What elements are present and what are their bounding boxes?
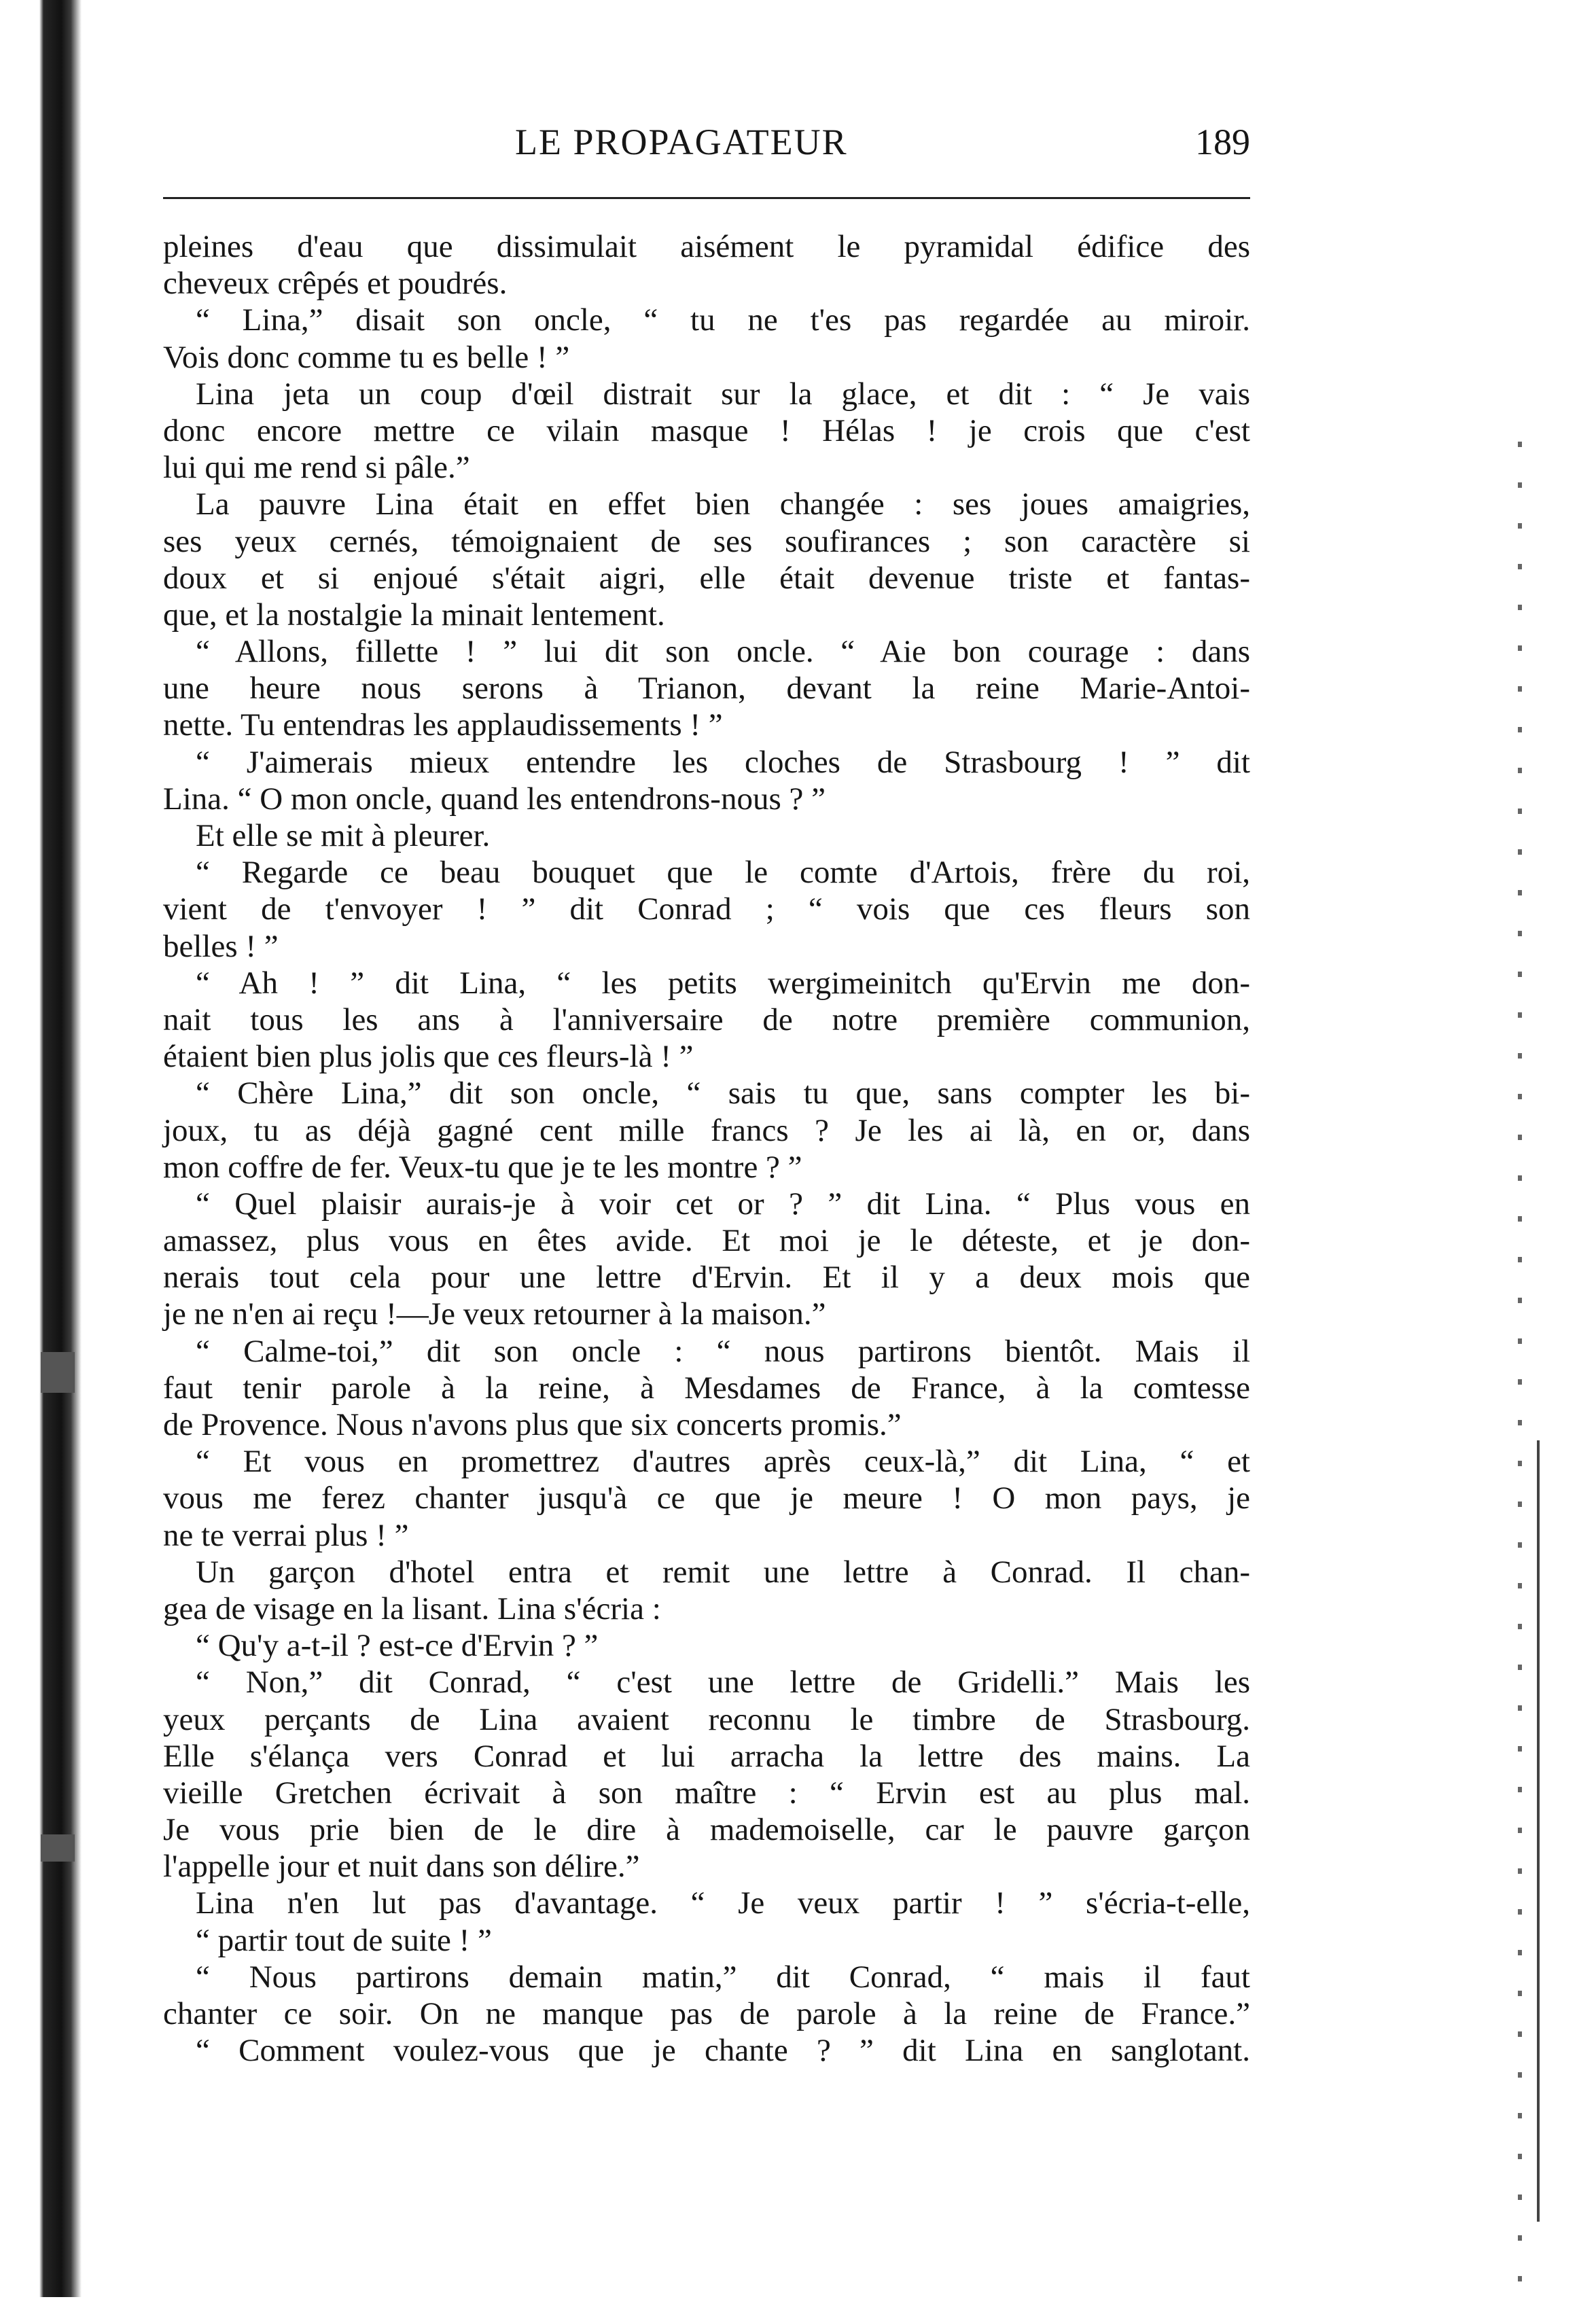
binding-mark <box>41 1834 75 1862</box>
text-line: “ Quel plaisir aurais-je à voir cet or ? ” dit Lina. “ Plus vous en <box>196 1186 1250 1222</box>
text-line: “ J'aimerais mieux entendre les cloches de Strasbourg ! ” dit <box>196 744 1250 780</box>
text-line: ne te verrai plus ! ” <box>163 1517 409 1553</box>
body-text <box>163 228 1250 2069</box>
text-line: vieille Gretchen écrivait à son maître : “ Ervin est au plus mal. <box>163 1775 1250 1811</box>
text-line: donc encore mettre ce vilain masque ! Hélas ! je crois que c'est <box>163 412 1250 448</box>
text-line: Et elle se mit à pleurer. <box>196 818 491 853</box>
text-line: ses yeux cernés, témoignaient de ses soufirances ; son caractère si <box>163 523 1250 559</box>
text-line: “ partir tout de suite ! ” <box>196 1922 492 1958</box>
text-line: “ Et vous en promettrez d'autres après ceux-là,” dit Lina, “ et <box>196 1444 1250 1480</box>
text-line: “ Chère Lina,” dit son oncle, “ sais tu que, sans compter les bi- <box>196 1076 1250 1112</box>
header-rule <box>163 197 1250 199</box>
text-line: cheveux crêpés et poudrés. <box>163 266 508 302</box>
text-line: nerais tout cela pour une lettre d'Ervin. Et il y a deux mois que <box>163 1260 1250 1296</box>
text-line: joux, tu as déjà gagné cent mille francs ? Je les ai là, en or, dans <box>163 1112 1250 1148</box>
text-line: amassez, plus vous en êtes avide. Et moi je le déteste, et je don- <box>163 1223 1250 1259</box>
text-line: Un garçon d'hotel entra et remit une lettre à Conrad. Il chan- <box>196 1554 1250 1590</box>
text-line: “ Non,” dit Conrad, “ c'est une lettre de Gridelli.” Mais les <box>196 1665 1250 1701</box>
text-line: Je vous prie bien de le dire à mademoiselle, car le pauvre garçon <box>163 1812 1250 1848</box>
text-line: faut tenir parole à la reine, à Mesdames de France, à la comtesse <box>163 1370 1250 1406</box>
text-line: nette. Tu entendras les applaudissements ! ” <box>163 707 723 743</box>
text-line: vous me ferez chanter jusqu'à ce que je meure ! O mon pays, je <box>163 1480 1250 1516</box>
page-edge-mark <box>1537 1440 1540 2222</box>
text-line: belles ! ” <box>163 928 279 964</box>
text-line: étaient bien plus jolis que ces fleurs-là ! ” <box>163 1039 694 1075</box>
text-line: yeux perçants de Lina avaient reconnu le timbre de Strasbourg. <box>163 1701 1250 1737</box>
binding-mark <box>41 1352 75 1393</box>
text-line: pleines d'eau que dissimulait aisément le pyramidal édifice des <box>163 229 1250 264</box>
text-line: de Provence. Nous n'avons plus que six concerts promis.” <box>163 1407 902 1442</box>
text-line: vient de t'envoyer ! ” dit Conrad ; “ vois que ces fleurs son <box>163 891 1250 927</box>
text-line: “ Lina,” disait son oncle, “ tu ne t'es pas regardée au miroir. <box>196 302 1250 338</box>
text-line: je ne n'en ai reçu !—Je veux retourner à la maison.” <box>163 1296 826 1332</box>
text-line: “ Regarde ce beau bouquet que le comte d'Artois, frère du roi, <box>196 855 1250 891</box>
text-line: “ Ah ! ” dit Lina, “ les petits wergimeinitch qu'Ervin me don- <box>196 965 1250 1001</box>
running-title: LE PROPAGATEUR <box>515 122 848 162</box>
page-binding-edge <box>0 0 82 2297</box>
text-line: chanter ce soir. On ne manque pas de parole à la reine de France.” <box>163 1996 1250 2031</box>
text-line: lui qui me rend si pâle.” <box>163 450 470 486</box>
text-line: Lina jeta un coup d'œil distrait sur la glace, et dit : “ Je vais <box>196 376 1250 412</box>
text-line: mon coffre de fer. Veux-tu que je te les montre ? ” <box>163 1149 802 1185</box>
text-line: doux et si enjoué s'était aigri, elle était devenue triste et fantas- <box>163 560 1250 596</box>
text-line: Lina. “ O mon oncle, quand les entendrons-nous ? ” <box>163 781 826 817</box>
page-number: 189 <box>1195 122 1250 162</box>
page-edge-speckle <box>1518 442 1522 2310</box>
text-line: “ Qu'y a-t-il ? est-ce d'Ervin ? ” <box>196 1628 599 1664</box>
text-line: l'appelle jour et nuit dans son délire.” <box>163 1849 640 1885</box>
text-line: “ Calme-toi,” dit son oncle : “ nous partirons bientôt. Mais il <box>196 1333 1250 1369</box>
page-header <box>163 121 1250 168</box>
text-line: Elle s'élança vers Conrad et lui arracha la lettre des mains. La <box>163 1738 1250 1774</box>
text-line: Vois donc comme tu es belle ! ” <box>163 339 570 375</box>
text-line: “ Nous partirons demain matin,” dit Conrad, “ mais il faut <box>196 1959 1250 1995</box>
text-line: nait tous les ans à l'anniversaire de notre première communion, <box>163 1001 1250 1037</box>
text-line: une heure nous serons à Trianon, devant la reine Marie-Antoi- <box>163 671 1250 707</box>
text-line: “ Comment voulez-vous que je chante ? ” dit Lina en sanglotant. <box>196 2033 1250 2069</box>
text-line: gea de visage en la lisant. Lina s'écria : <box>163 1591 661 1627</box>
text-line: “ Allons, fillette ! ” lui dit son oncle. “ Aie bon courage : dans <box>196 634 1250 670</box>
text-line: La pauvre Lina était en effet bien changée : ses joues amaigries, <box>196 486 1250 522</box>
text-line: Lina n'en lut pas d'avantage. “ Je veux partir ! ” s'écria-t-elle, <box>196 1885 1250 1921</box>
text-line: que, et la nostalgie la minait lentement. <box>163 597 665 633</box>
